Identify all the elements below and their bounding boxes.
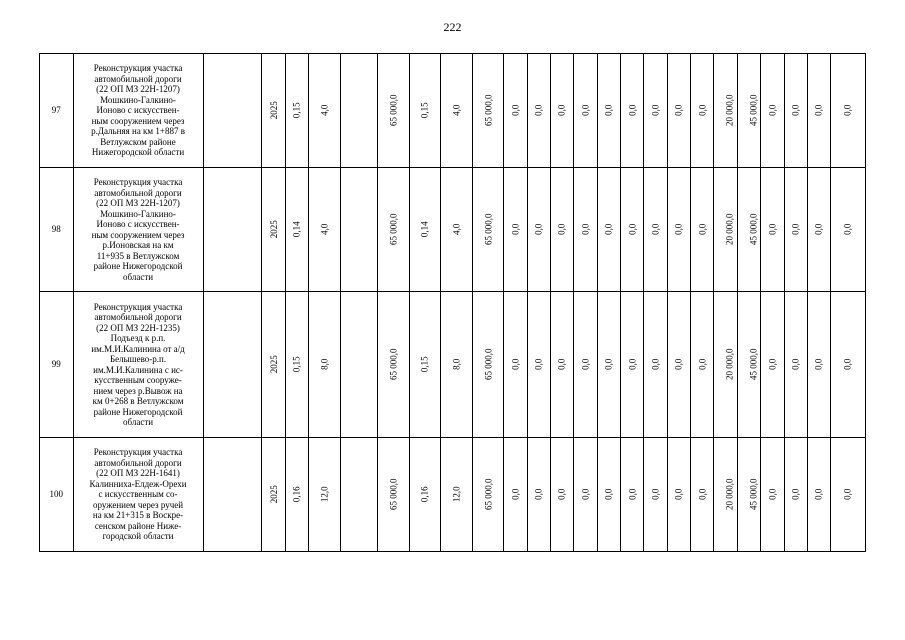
zero-cell-text: 0,0	[650, 488, 661, 501]
description-line: Реконструкция участка	[93, 447, 183, 458]
description-line: автомобильной дороги	[94, 73, 182, 84]
zero-cell-text: 0,0	[556, 223, 567, 236]
description-line: (22 ОП МЗ 22Н-1641)	[96, 468, 180, 479]
zero-cell-text: 0,0	[580, 104, 591, 117]
zero-cell	[667, 292, 690, 438]
zero-cell-text: 0,0	[626, 488, 637, 501]
description-line: районе Нижегородской	[93, 406, 183, 417]
table-row	[40, 54, 866, 168]
zero-cell-text: 0,0	[696, 488, 707, 501]
zero-cell-text: 0,0	[510, 223, 521, 236]
zero-cell	[550, 292, 573, 438]
length-cell-2	[409, 168, 440, 292]
year-cell-text: 2025	[268, 101, 279, 120]
description-line: с искусственным со-	[98, 489, 178, 500]
length-cell-2-text: 0,16	[419, 486, 430, 503]
value-cell-text: 4,0	[319, 223, 330, 236]
description-line: кусственным сооруже-	[94, 375, 182, 385]
zero-cell-text: 0,0	[673, 358, 684, 371]
zero-cell-text: 0,0	[673, 488, 684, 501]
zero-cell-tail	[761, 168, 784, 292]
funding-cell-2	[737, 168, 760, 292]
zero-cell	[691, 168, 714, 292]
zero-cell-tail-text: 0,0	[842, 104, 853, 117]
zero-cell	[667, 168, 690, 292]
zero-cell-text: 0,0	[533, 104, 544, 117]
cost-cell-2-text: 65 000,0	[483, 478, 494, 511]
value-cell-2-text: 8,0	[451, 358, 462, 371]
value-cell	[309, 292, 340, 438]
zero-cell-tail	[807, 168, 830, 292]
zero-cell	[620, 438, 643, 552]
zero-cell-tail	[831, 292, 866, 438]
cost-cell	[378, 292, 409, 438]
year-cell	[262, 438, 285, 552]
zero-cell	[504, 168, 527, 292]
zero-cell-text: 0,0	[603, 104, 614, 117]
cost-cell-text: 65 000,0	[388, 478, 399, 511]
zero-cell-tail-text: 0,0	[813, 223, 824, 236]
blank-cell	[340, 54, 378, 168]
description-line: Белышево-р.п.	[109, 354, 167, 364]
funding-cell-2	[737, 438, 760, 552]
description-line: Мошкино-Галкино-	[100, 94, 176, 105]
zero-cell-text: 0,0	[696, 358, 707, 371]
description-line: Ионово с искусствен-	[96, 219, 180, 229]
funding-cell-2	[737, 292, 760, 438]
year-cell-text: 2025	[268, 485, 279, 504]
zero-cell-tail	[761, 292, 784, 438]
description-line: Ветлужском районе	[100, 136, 176, 147]
zero-cell	[644, 168, 667, 292]
row-number: 97	[40, 54, 74, 168]
zero-cell-text: 0,0	[673, 223, 684, 236]
page-number: 222	[443, 20, 462, 34]
zero-cell	[691, 54, 714, 168]
zero-cell	[504, 292, 527, 438]
zero-cell-tail-text: 0,0	[842, 488, 853, 501]
zero-cell-text: 0,0	[650, 223, 661, 236]
zero-cell-text: 0,0	[533, 223, 544, 236]
description-line: Реконструкция участка	[93, 301, 183, 312]
cost-cell-2	[472, 168, 503, 292]
cost-cell	[378, 438, 409, 552]
description-line: 11+935 в Ветлужском	[96, 250, 180, 261]
zero-cell-text: 0,0	[510, 104, 521, 117]
year-cell-text: 2025	[268, 355, 279, 374]
cost-cell-text: 65 000,0	[388, 94, 399, 127]
funding-cell-2-text: 45 000,0	[748, 94, 759, 127]
value-cell-text: 8,0	[319, 358, 330, 371]
zero-cell-tail-text: 0,0	[813, 104, 824, 117]
length-cell	[285, 292, 308, 438]
description-line: ным сооружением через	[91, 229, 185, 240]
value-cell	[309, 168, 340, 292]
zero-cell-tail-text: 0,0	[842, 358, 853, 371]
zero-cell	[644, 292, 667, 438]
zero-cell-tail-text: 0,0	[790, 358, 801, 371]
empty-cell	[203, 292, 262, 438]
funding-cell-2-text: 45 000,0	[748, 348, 759, 381]
zero-cell	[620, 168, 643, 292]
zero-cell-text: 0,0	[696, 104, 707, 117]
description-line: Ионово с искусствен-	[96, 105, 180, 116]
roads-table	[39, 53, 866, 552]
zero-cell	[574, 168, 597, 292]
cost-cell-2-text: 65 000,0	[483, 348, 494, 381]
zero-cell-tail-text: 0,0	[767, 488, 778, 501]
cost-cell	[378, 54, 409, 168]
description-line: (22 ОП МЗ 22Н-1207)	[96, 198, 180, 208]
value-cell-2	[441, 168, 472, 292]
year-cell-text: 2025	[268, 220, 279, 239]
year-cell	[262, 292, 285, 438]
length-cell-2	[409, 54, 440, 168]
description-line: автомобильной дороги	[94, 187, 182, 198]
table-row	[40, 168, 866, 292]
zero-cell	[644, 54, 667, 168]
zero-cell	[504, 438, 527, 552]
empty-cell	[203, 438, 262, 552]
zero-cell-text: 0,0	[673, 104, 684, 117]
description-line: им.М.И.Калинина с ис-	[93, 364, 183, 375]
description-line: области	[122, 417, 154, 427]
zero-cell	[667, 438, 690, 552]
funding-cell-1	[714, 54, 737, 168]
length-cell-text: 0,16	[291, 486, 302, 503]
zero-cell	[667, 54, 690, 168]
cost-cell-2-text: 65 000,0	[483, 213, 494, 246]
zero-cell-tail	[784, 168, 807, 292]
zero-cell-tail	[761, 54, 784, 168]
description-line: районе Нижегородской	[93, 261, 183, 271]
zero-cell-tail-text: 0,0	[813, 358, 824, 371]
cost-cell-2	[472, 54, 503, 168]
zero-cell	[550, 438, 573, 552]
zero-cell	[597, 292, 620, 438]
description-line: р.Ионовская на км	[102, 240, 174, 250]
zero-cell	[620, 292, 643, 438]
zero-cell-tail-text: 0,0	[842, 223, 853, 236]
cost-cell-2	[472, 438, 503, 552]
description-line: им.М.И.Калинина от а/д	[91, 343, 185, 354]
empty-cell	[203, 54, 262, 168]
zero-cell-text: 0,0	[580, 223, 591, 236]
description-line: на км 21+315 в Воскре-	[92, 510, 184, 521]
zero-cell	[527, 168, 550, 292]
zero-cell	[597, 54, 620, 168]
description-line: оружением через ручей	[92, 499, 184, 510]
description-line: области	[122, 271, 154, 282]
description-line: км 0+268 в Ветлужском	[92, 396, 184, 406]
zero-cell-tail-text: 0,0	[790, 488, 801, 501]
blank-cell	[340, 292, 378, 438]
zero-cell-text: 0,0	[580, 358, 591, 371]
zero-cell-tail-text: 0,0	[767, 104, 778, 117]
value-cell-text: 4,0	[319, 104, 330, 117]
funding-cell-1	[714, 292, 737, 438]
zero-cell-text: 0,0	[510, 488, 521, 501]
funding-cell-2	[737, 54, 760, 168]
length-cell-2	[409, 292, 440, 438]
value-cell	[309, 54, 340, 168]
funding-cell-2-text: 45 000,0	[748, 478, 759, 511]
zero-cell-tail-text: 0,0	[790, 104, 801, 117]
object-description	[73, 54, 203, 168]
funding-cell-1	[714, 168, 737, 292]
zero-cell	[574, 54, 597, 168]
zero-cell-tail	[807, 54, 830, 168]
zero-cell-text: 0,0	[626, 358, 637, 371]
length-cell-2-text: 0,14	[419, 221, 430, 238]
table-row	[40, 292, 866, 438]
zero-cell	[691, 438, 714, 552]
object-description	[73, 438, 203, 552]
cost-cell-2	[472, 292, 503, 438]
zero-cell-tail-text: 0,0	[790, 223, 801, 236]
description-line: ным сооружением через	[91, 115, 185, 126]
zero-cell-tail-text: 0,0	[767, 223, 778, 236]
description-line: (22 ОП МЗ 22Н-1235)	[96, 322, 180, 333]
length-cell-2	[409, 438, 440, 552]
description-line: Мошкино-Галкино-	[100, 208, 176, 219]
value-cell-2-text: 4,0	[451, 104, 462, 117]
description-line: городской области	[102, 531, 174, 542]
description-line: (22 ОП МЗ 22Н-1207)	[96, 84, 180, 95]
zero-cell	[504, 54, 527, 168]
zero-cell	[574, 438, 597, 552]
zero-cell-text: 0,0	[533, 488, 544, 501]
zero-cell-text: 0,0	[603, 488, 614, 501]
zero-cell-tail	[784, 54, 807, 168]
value-cell	[309, 438, 340, 552]
cost-cell-text: 65 000,0	[388, 213, 399, 246]
zero-cell-tail-text: 0,0	[767, 358, 778, 371]
value-cell-2	[441, 292, 472, 438]
length-cell-2-text: 0,15	[419, 356, 430, 373]
year-cell	[262, 168, 285, 292]
zero-cell-text: 0,0	[603, 223, 614, 236]
blank-cell	[340, 438, 378, 552]
zero-cell-tail	[807, 438, 830, 552]
description-line: Реконструкция участка	[93, 177, 183, 187]
zero-cell-text: 0,0	[650, 358, 661, 371]
zero-cell-text: 0,0	[603, 358, 614, 371]
zero-cell-tail	[784, 292, 807, 438]
zero-cell	[527, 292, 550, 438]
zero-cell-text: 0,0	[626, 223, 637, 236]
funding-cell-2-text: 45 000,0	[748, 213, 759, 246]
funding-cell-1-text: 20 000,0	[724, 94, 735, 127]
zero-cell	[527, 54, 550, 168]
zero-cell	[574, 292, 597, 438]
table-row	[40, 438, 866, 552]
row-number: 98	[40, 168, 74, 292]
zero-cell-text: 0,0	[626, 104, 637, 117]
zero-cell-tail	[831, 54, 866, 168]
zero-cell-tail	[761, 438, 784, 552]
length-cell	[285, 168, 308, 292]
cost-cell	[378, 168, 409, 292]
cost-cell-text: 65 000,0	[388, 348, 399, 381]
zero-cell-text: 0,0	[650, 104, 661, 117]
zero-cell-text: 0,0	[556, 358, 567, 371]
year-cell	[262, 54, 285, 168]
length-cell-text: 0,15	[291, 102, 302, 119]
description-line: р.Дальняя на км 1+887 в	[91, 126, 185, 137]
zero-cell-tail	[831, 438, 866, 552]
funding-cell-1-text: 20 000,0	[724, 348, 735, 381]
zero-cell-tail	[807, 292, 830, 438]
zero-cell	[620, 54, 643, 168]
value-cell-2-text: 4,0	[451, 223, 462, 236]
funding-cell-1	[714, 438, 737, 552]
value-cell-2-text: 12,0	[451, 486, 462, 503]
length-cell-text: 0,15	[291, 356, 302, 373]
zero-cell-tail-text: 0,0	[813, 488, 824, 501]
description-line: сенском районе Ниже-	[94, 520, 182, 531]
zero-cell	[550, 168, 573, 292]
funding-cell-1-text: 20 000,0	[724, 478, 735, 511]
length-cell-text: 0,14	[291, 221, 302, 238]
length-cell	[285, 438, 308, 552]
description-line: Нижегородской области	[91, 147, 185, 158]
empty-cell	[203, 168, 262, 292]
zero-cell	[550, 54, 573, 168]
blank-cell	[340, 168, 378, 292]
cost-cell-2-text: 65 000,0	[483, 94, 494, 127]
object-description	[73, 168, 203, 292]
zero-cell-text: 0,0	[556, 104, 567, 117]
description-line: Реконструкция участка	[93, 63, 183, 74]
value-cell-text: 12,0	[319, 486, 330, 503]
zero-cell-tail	[784, 438, 807, 552]
object-description	[73, 292, 203, 438]
zero-cell-text: 0,0	[533, 358, 544, 371]
zero-cell	[597, 168, 620, 292]
zero-cell-text: 0,0	[556, 488, 567, 501]
zero-cell	[597, 438, 620, 552]
value-cell-2	[441, 438, 472, 552]
row-number: 100	[40, 438, 74, 552]
description-line: автомобильной дороги	[94, 457, 182, 468]
length-cell	[285, 54, 308, 168]
zero-cell	[691, 292, 714, 438]
zero-cell	[644, 438, 667, 552]
description-line: Калинниха-Елдеж-Орехи	[89, 478, 187, 489]
zero-cell-text: 0,0	[510, 358, 521, 371]
funding-cell-1-text: 20 000,0	[724, 213, 735, 246]
description-line: Подъезд к р.п.	[110, 333, 166, 343]
zero-cell	[527, 438, 550, 552]
length-cell-2-text: 0,15	[419, 102, 430, 119]
zero-cell-text: 0,0	[696, 223, 707, 236]
value-cell-2	[441, 54, 472, 168]
description-line: автомобильной дороги	[94, 312, 182, 322]
description-line: нием через р.Вывож на	[93, 385, 183, 396]
zero-cell-tail	[831, 168, 866, 292]
zero-cell-text: 0,0	[580, 488, 591, 501]
row-number: 99	[40, 292, 74, 438]
